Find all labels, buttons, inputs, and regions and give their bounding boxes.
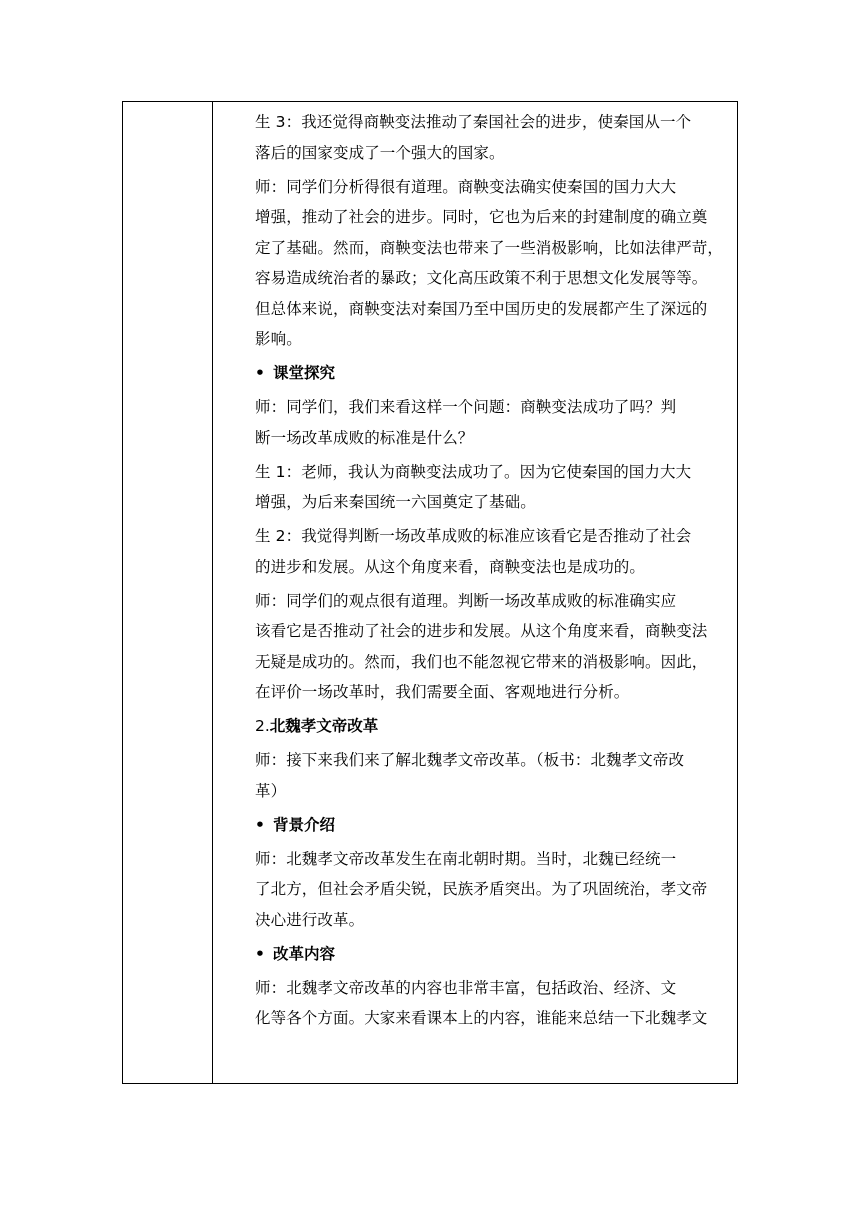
section-heading-text: 背景介绍 bbox=[273, 815, 336, 834]
paragraph-line: 师：北魏孝文帝改革发生在南北朝时期。当时，北魏已经统一 bbox=[255, 849, 677, 868]
paragraph-line: 化等各个方面。大家来看课本上的内容，谁能来总结一下北魏孝文 bbox=[255, 1009, 708, 1027]
paragraph-line: 容易造成统治者的暴政；文化高压政策不利于思想文化发展等等。 bbox=[255, 269, 708, 287]
paragraph bbox=[222, 844, 734, 936]
section-heading bbox=[222, 939, 734, 970]
paragraph-line: 无疑是成功的。然而，我们也不能忽视它带来的消极影响。因此， bbox=[255, 652, 708, 671]
paragraph-line: 生 2：我觉得判断一场改革成败的标准应该看它是否推动了社会 bbox=[255, 527, 692, 545]
paragraph-line: 了北方，但社会矛盾尖锐，民族矛盾突出。为了巩固统治，孝文帝 bbox=[255, 880, 708, 898]
column-divider bbox=[212, 102, 213, 1083]
section-heading bbox=[222, 358, 734, 389]
paragraph-line: 该看它是否推动了社会的进步和发展。从这个角度来看，商鞅变法 bbox=[255, 622, 708, 640]
paragraph bbox=[222, 521, 734, 582]
numbered-heading bbox=[222, 711, 734, 742]
paragraph-line: 在评价一场改革时，我们需要全面、客观地进行分析。 bbox=[255, 683, 630, 701]
heading-number: 2. bbox=[255, 717, 270, 735]
paragraph bbox=[222, 107, 734, 168]
paragraph bbox=[222, 745, 734, 806]
section-heading-text: 课堂探究 bbox=[273, 364, 336, 382]
paragraph-line: 生 1：老师，我认为商鞅变法成功了。因为它使秦国的国力大大 bbox=[255, 462, 692, 481]
paragraph-line: 影响。 bbox=[255, 330, 302, 348]
bullet-icon: • bbox=[255, 944, 265, 963]
paragraph-line: 决心进行改革。 bbox=[255, 910, 365, 929]
paragraph bbox=[222, 392, 734, 453]
bullet-icon: • bbox=[255, 364, 265, 382]
paragraph-line: 但总体来说，商鞅变法对秦国乃至中国历史的发展都产生了深远的 bbox=[255, 299, 708, 318]
section-heading bbox=[222, 810, 734, 841]
paragraph-line: 增强，为后来秦国统一六国奠定了基础。 bbox=[255, 493, 536, 511]
paragraph-line: 定了基础。然而，商鞅变法也带来了一些消极影响，比如法律严苛， bbox=[255, 238, 724, 257]
lesson-content-cell bbox=[222, 107, 734, 1037]
paragraph-line: 革） bbox=[255, 781, 287, 800]
paragraph bbox=[222, 973, 734, 1034]
paragraph bbox=[222, 586, 734, 708]
paragraph bbox=[222, 457, 734, 518]
paragraph-line: 的进步和发展。从这个角度来看，商鞅变法也是成功的。 bbox=[255, 557, 646, 576]
paragraph-line: 落后的国家变成了一个强大的国家。 bbox=[255, 143, 505, 162]
section-heading-text: 改革内容 bbox=[273, 944, 336, 963]
paragraph-line: 师：同学们，我们来看这样一个问题：商鞅变法成功了吗？判 bbox=[255, 398, 677, 416]
lesson-table bbox=[122, 101, 738, 1084]
paragraph bbox=[222, 172, 734, 355]
bullet-icon: • bbox=[255, 815, 265, 834]
paragraph-line: 师：北魏孝文帝改革的内容也非常丰富，包括政治、经济、文 bbox=[255, 978, 677, 997]
paragraph-line: 增强，推动了社会的进步。同时，它也为后来的封建制度的确立奠 bbox=[255, 208, 708, 226]
paragraph-line: 师：同学们分析得很有道理。商鞅变法确实使秦国的国力大大 bbox=[255, 177, 677, 196]
paragraph-line: 师：接下来我们来了解北魏孝文帝改革。（板书：北魏孝文帝改 bbox=[255, 751, 685, 769]
paragraph-line: 师：同学们的观点很有道理。判断一场改革成败的标准确实应 bbox=[255, 591, 677, 610]
paragraph-line: 生 3：我还觉得商鞅变法推动了秦国社会的进步，使秦国从一个 bbox=[255, 113, 692, 131]
numbered-heading-text: 北魏孝文帝改革 bbox=[269, 717, 379, 735]
paragraph-line: 断一场改革成败的标准是什么？ bbox=[255, 428, 474, 447]
